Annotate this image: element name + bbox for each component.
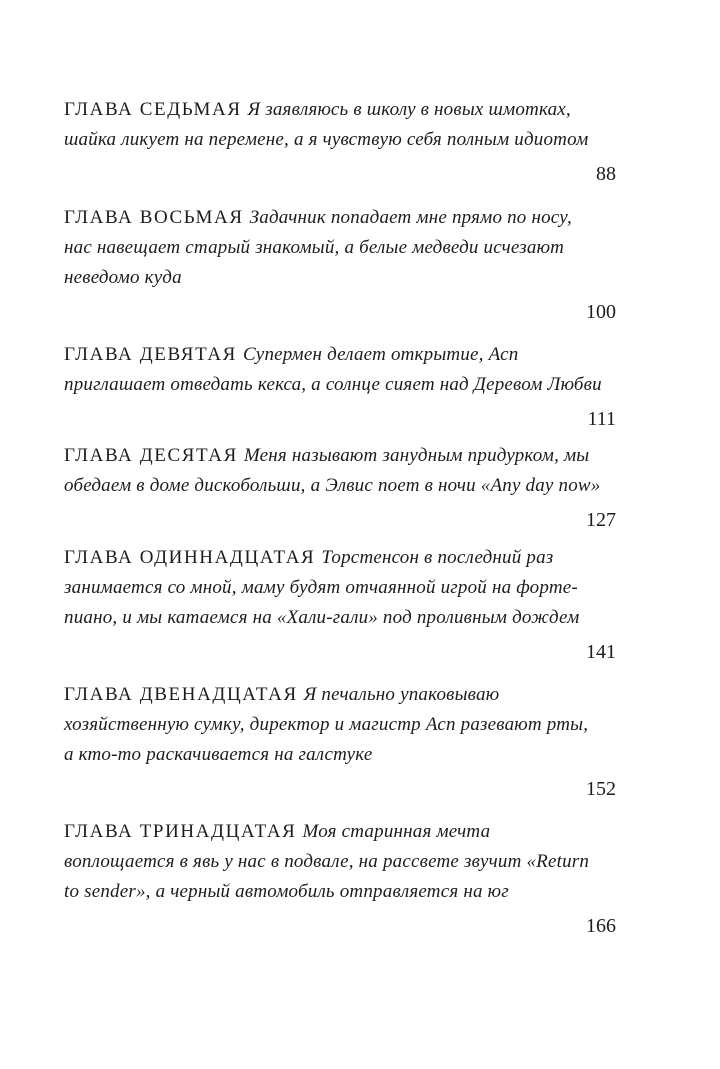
toc-entry-chapter-9: [64, 340, 616, 434]
chapter-description: Я заявляюсь в школу в новых шмотках,: [247, 99, 571, 120]
toc-entry-line: [64, 543, 616, 573]
toc-entry-line: [64, 340, 616, 370]
toc-entry-line: [64, 203, 616, 233]
chapter-label: ГЛАВА ДВЕНАДЦАТАЯ: [64, 684, 298, 705]
chapter-label: ГЛАВА ОДИННАДЦАТАЯ: [64, 547, 316, 568]
chapter-description: Задачник попадает мне прямо по носу,: [249, 207, 572, 228]
chapter-description: а кто-то раскачивается на галстуке: [64, 744, 373, 765]
chapter-description: занимается со мной, маму будят отчаянной игрой на форте-: [64, 577, 578, 598]
toc-entry-line: [64, 680, 616, 710]
chapter-description: Я печально упаковываю: [303, 684, 500, 705]
chapter-label: ГЛАВА ДЕСЯТАЯ: [64, 445, 238, 466]
page-number: 100: [586, 301, 616, 323]
chapter-label: ГЛАВА СЕДЬМАЯ: [64, 99, 242, 120]
page-number: 111: [587, 408, 616, 430]
chapter-description: обедаем в доме дискобольши, а Элвис поет в ночи «Any day now»: [64, 475, 601, 496]
chapter-description: приглашает отведать кекса, а солнце сияет над Деревом Любви: [64, 374, 602, 395]
chapter-description: to sender», а черный автомобиль отправляется на юг: [64, 881, 509, 902]
chapter-description: нас навещает старый знакомый, а белые медведи исчезают: [64, 237, 565, 258]
chapter-description: пиано, и мы катаемся на «Хали-гали» под проливным дождем: [64, 607, 580, 628]
chapter-description: Меня называют занудным придурком, мы: [243, 445, 590, 466]
toc-entry-chapter-10: [64, 441, 616, 535]
page-number: 152: [586, 778, 616, 800]
toc-entry-line: [64, 95, 616, 125]
chapter-description: Торстенсон в последний раз: [321, 547, 554, 568]
page-number: 127: [586, 509, 616, 531]
toc-entry-line: [64, 441, 616, 471]
toc-entry-line: [64, 817, 616, 847]
chapter-label: ГЛАВА ВОСЬМАЯ: [64, 207, 244, 228]
chapter-label: ГЛАВА ДЕВЯТАЯ: [64, 344, 237, 365]
chapter-description: хозяйственную сумку, директор и магистр Асп разевают рты,: [64, 714, 589, 735]
chapter-description: Супермен делает открытие, Асп: [242, 344, 519, 365]
chapter-description: шайка ликует на перемене, а я чувствую себя полным идиотом: [64, 129, 589, 150]
page-number: 88: [596, 163, 616, 185]
chapter-description: воплощается в явь у нас в подвале, на рассвете звучит «Return: [64, 851, 590, 872]
chapter-description: неведомо куда: [64, 267, 182, 288]
page-number: 166: [586, 915, 616, 937]
toc-entry-chapter-8: [64, 203, 616, 327]
toc-entry-chapter-12: [64, 680, 616, 804]
chapter-description: Моя старинная мечта: [302, 821, 491, 842]
page-number: 141: [586, 641, 616, 663]
toc-entry-chapter-7: [64, 95, 616, 189]
toc-entry-chapter-11: [64, 543, 616, 667]
toc-entry-chapter-13: [64, 817, 616, 941]
chapter-label: ГЛАВА ТРИНАДЦАТАЯ: [64, 821, 297, 842]
